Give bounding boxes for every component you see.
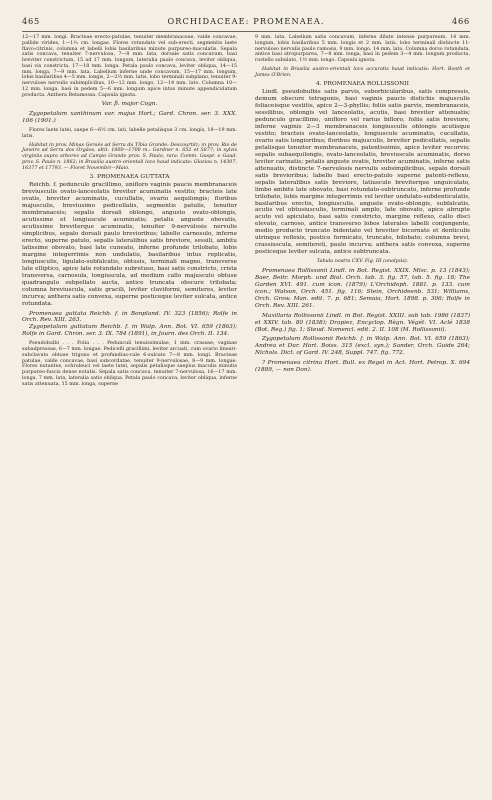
species-4-description: Lindl. pseudobulbis satis parvis, suborbicularibus, satis compressis, demum obscure tetragonis, basi vaginis paucis distichis majusculis foliaceisque vestitis, apice 2—3-phyllis; foliis satis parvis, membranaceis, sessilibus, oblongis vel lanceolatis, acutis, basi breviter attenuatis; pedunculo gracillimo, unifloro vel rarius bifloro, foliis satis breviore, inferne vaginis 2—3 membranaceis longiusculis oblongis acutisque vestito; bracteis ovato-lanceolatis, longiuscule acuminatis, cucullatis, ovario satis longioribus; floribus majusculis, breviter pedicellatis, sepalis petalisque tenuiter membranaceis, patentissimis, apice leviter recurvis; sepalis subaequilongis, ovato-lanceolatis, breviuscule acuminatis, dorso leviter carinatis; petalis anguste ovatis, breviter acuminatis, inferne satis attenuatis, distincte 7-nervulosis nervulis subsimplicibus, sepalo dorsali satis brevioribus; labello basi erecto-patulo superne patenti-reflexo, sepalis lateralibus satis breviore, latiuscule breviterque unguiculato, limbo ambitu late obovato, basi rotundato-subtruncato, inferne profunde trilobato, lobis margine integerrimis vel leviter undulato-subdenticulatis, basilaribus erectis, longiusculis, anguste ovato-oblongis, subfalcatis, acutis vel obtusiusculis, terminali amplo, late obovato, apice abrupte acuto vel apiculato, basi satis constricto, margine reflexo, callo disci elevato, carnoso, antice transverso lobos laterales labelli conjungente, medio producto truncato bidentato vel breviter bicornato et denticulis utrinque reflexis, postice formicato, truncato, bilobato; columna brevi, crassiuscula, semiteretì, paulo incurva; anthera satis convexa, superne posticeque leviter sulcata, antice subtruncata.: [255, 89, 470, 256]
species-3-details: Pseudobulbi . . . Folia . . . Pedunculi tenuissimulae, 1 mm. crassae; vaginae subadpressae, 6—7 mm. longae. Pedicelli gracillimi, leviter arcuati, cum ovario lineari-subclavato obtuse trigono et profundius-cule 6-sulcato 7—8 mm. longi. Bracteae patulae, valde concavae, basi subcordatae, tenuiter 9-nervulosae, 8—9 mm. longae. Flores nutantes, ochroleuci vel laete lutei, sepalis petalisque saepius maculis minutis purpureo-fuscis dense notatis. Sepala satis concava, tenuiter 7-nervulosa, 16—17 mm. longa, 7 mm. lata, lateralia satis obliqua. Petala paulo concava, leviter obliqua, inferne satis attenuata, 15 mm. longa, superne: [22, 340, 237, 387]
left-column: [22, 35, 237, 387]
description-continued: 12—17 mm. longi. Bracteae erecto-patulae, tenuiter membranaceae, valde concavae, pallide virides, 1—1⅓ cm. longae. Flores rotundato vel sub-erecti, segmentis laete flavo-citrinis, columna et labelli lobis basilaribus minute purpureo-maculatis. Sepala satis concava, tenuiter 7-nervulosa, 7—8 mm. lata, dorsale satis concavum, basi breviter constrictum, 15 ad 17 mm. longum, lateralia paulo concava, leviter obliqua, basi vix constricta, 17—18 mm. longa. Petala paulo concava, leviter obliqua, 14—15 mm. longa, 7—9 mm. lata. Labellum inferne unde concavum, 15—17 mm. longum, lobis basilaribus 4—5 mm. longis, 2—2½ mm. latis, lobo terminali subplano, tenuiter 9-nervulose nervulis subimplicibus, 10—12 mm. longo, 12—14 mm. lato. Columna 10—12 mm. longa, basi in pedem 5—6 mm. longum apice intus minute appendiculatum producta. Anthera Retamossa. Capsula ignota.: [22, 34, 237, 98]
species-4-synonym-4: ? Promenaea citrina Hort. Bull. ex Regel in Act. Hort. Petrop. X. 694 (1889, — non Don).: [255, 360, 470, 374]
species-4-synonym-1: Promenaea Rollissonii Lindl. in Bot. Regist. XXIX. Misc. p. 13 (1843); Baer, Beitr. Morph. und Biol. Orch. tab. 3. fig. 57, tab. 5. fig. 18; The Garden XVI. 491. cum icon. (1879); L'Orchidoph. 1881. p. 133. cum icon.; Watson, Orch. 451. fig. 116; Stein, Orchideenb. 531; Williams, Orch. Grow. Man. edit. 7. p. 681; Semaia, Hort. 1898. p. 306; Rolfe in Orch. Rev. XIII. 261.: [255, 267, 470, 309]
right-column: [255, 35, 470, 387]
species-heading-3: 3. PROMENAEA GUTTATA: [89, 174, 170, 181]
species-3-synonym-a: Promenaea guttata Reichb. f. in Bonpland. IV. 323 (1856); Rolfe in Orch. Rev. XIII. 263.: [22, 310, 237, 324]
species-3-synonym-b: Zygopetalum guttatum Reichb. f. in Walp. Ann. Bot. VI. 659 (1863); Rolfe in Gard. Chron. ser. 3. IX. 784 (1891), in Journ. des Orch. II. 134.: [22, 324, 237, 338]
text-columns: [22, 35, 470, 387]
variety-synonym: Zygopetalum xanthinum var. majus Hort.; Gard. Chron. ser. 3. XXX. 106 (1901.): [22, 111, 237, 125]
page-header: [22, 16, 470, 27]
header-rule: [22, 31, 470, 32]
species-4-synonym-3: Zygopetalum Rollissonii Reichb. f. in Walp. Ann. Bot. VI. 659 (1863); Andrea et Dur. Hort. Boiss. 315 (excl. syn.); Sander, Orch. Guide 264; Nichols. Dict. of Gard. IV. 248, Suppl. 747. fig. 772.: [255, 336, 470, 357]
species-3-description: Reichb. f. pedunculo gracillimo, unifloro vaginis paucis membranaceis breviusculis ovato-lanceolatis breviter acuminatis vestito; bracteis late ovatis, breviter acuminatis, cucullatis, ovario aequilongis; floribus majusculis, breviusimo pedicellatis, segmentis patulis, tenuiter membranaceis; sepalis dorsali oblongo, angusto ovato-oblongis, acutissime et longiuscule acuminatis; petalis anguste obovatis, acutissime breviterque acuminatis, tenuiter 9-nervulosis nervulis simplicibus, sepalo dorsali paulo brevioribus; labello carnosulo, inferne erecto, superne patulo, sepalis lateralibus satis breviore, sessili, ambitu latissime obovato, basi late cuneato, inferne profunde trilobato, lobis margine integerrimis non undulatis, basilaribus intus replicatis, longiusculis, ligulato-subfalcatis, obtusis, terminali magno, transverse late elliptico, apice late rotundato subretuso, basi satis constricto, crista transversa, carnosula, longiuscula, ad medium callo majusculo obtuse quadrangulo subpellato aucta, antice truncata obscure trilobata; columna breviuscula, satis gracili, leviter claviformi, semiteres, leviter incurva; anthera satis convexa, superne posticeque leviter sulcata, antice rotundata.: [22, 182, 237, 307]
habitat-note: Habitat in prov. Minas Geraës ad Serra da Tibia Grande: Descourtilz; in prov. Rio de Janeiro ad Serra dos Orgãos, altit. 1600—1700 m.: Gardner n. 652 et 5877; in sylvis virginiis supra arbores ad Campo Grande prov. S. Paulo, rara: Comm. Gaspr. e Gaud. prov. S. Paulo n. 1862; in Brasilia austro-orientali loco haud indicato: Glaziou n. 14307, 16377 et 17793. — Floret Novembri—Maio.: [22, 141, 237, 171]
variety-heading: Var. β. major Cogn.: [101, 101, 158, 108]
page-number-left: 465: [22, 16, 41, 26]
variety-description: Flores laete lutei, saepe 6—6½ cm. lati, labelle petalisque 3 cm. longis, 18—19 mm. latis.: [22, 127, 237, 139]
running-title: ORCHIDACEAE: PROMENAEA.: [167, 16, 325, 26]
details-continued: 9 mm. lata. Labellum satis concavum, inferne dilute intense purpureum, 14 mm. longum, lobis basilaribus 5 mm. longis et 2 mm. latis, lobo terminali distincte 11-nervuloso nervulis paulo ramosis, 9 mm. longo, 14 mm. lato. Columna dorso rotundata, antice basi atropurpurea, 7—8 mm. longa, basi in pedem 3—4 mm. longum producta, rostello subulato, 1½ mm. longo. Capsula ignota.: [255, 34, 470, 63]
page-number-right: 466: [451, 16, 470, 26]
species-heading-4: 4. PROMENAEA ROLLISSONII: [316, 81, 409, 88]
plate-reference: Tabula nostra CXV. Fig. III (analysis).: [316, 258, 409, 265]
species-4-synonym-2: Maxillaria Rollissonii Lindl. in Bot. Regist. XXIII. sub tab. 1986 (1837) et XXIV. tab. 80 (1838); Drapiez, Encyclop. Règn. Végét. VI. Aclé 1838 (Bot. Reg.) fig. 1; Steud. Nomencl. edit. 2. II. 108 (M. Rollissonii).: [255, 312, 470, 333]
habitat-note-2: Habitat in Brasilia austro-orientali loco accuratis haud indicatis: Hort. Booth et James O'Brien.: [255, 65, 470, 78]
